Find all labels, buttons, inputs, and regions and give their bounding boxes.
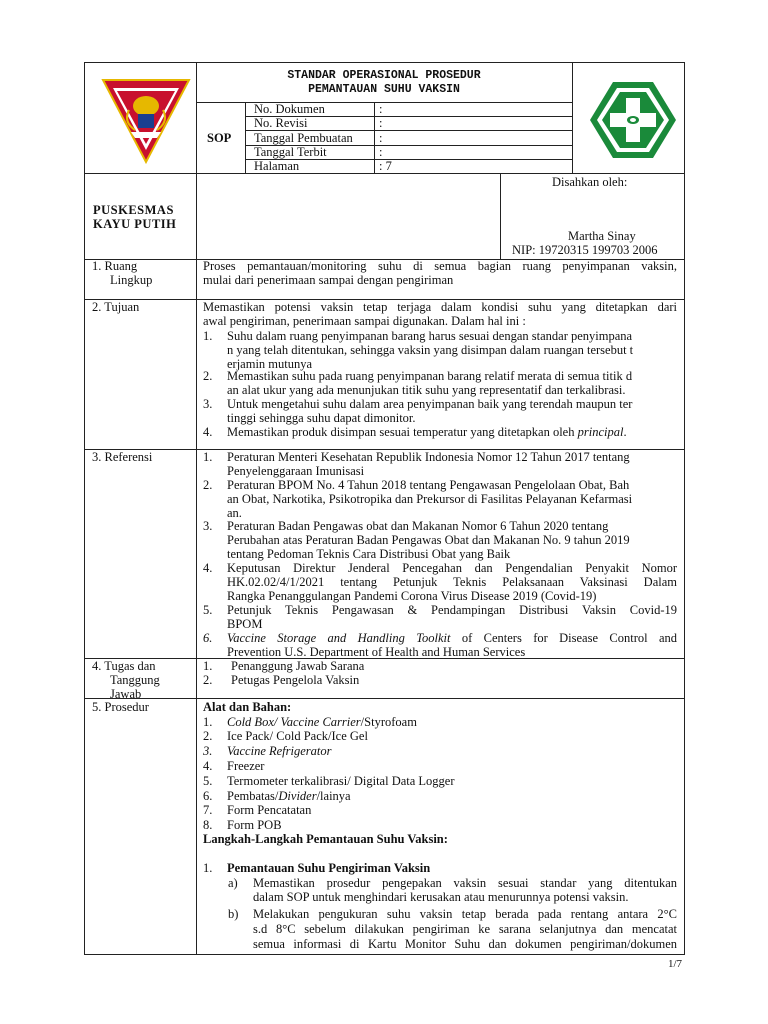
referensi-item-line: an. (227, 506, 242, 520)
list-number: 1. (203, 715, 213, 729)
sub-step-line: s.d 8°C sebelum dilakukan pengiriman ke sarana selanjutnya dan mencatat (253, 922, 677, 936)
referensi-item-6: Vaccine Storage and Handling Toolkit of Centers for Disease Control and (227, 631, 677, 645)
alat-item: Cold Box/ Vaccine Carrier/Styrofoam (227, 715, 417, 729)
referensi-item-line: Prevention U.S. Department of Health and Human Services (227, 645, 526, 659)
divider (84, 698, 685, 699)
puskesmas-logo (588, 80, 678, 160)
divider (196, 259, 197, 955)
meta-value-halaman: : 7 (379, 159, 392, 173)
tujuan-intro-line: awal pengiriman, penerimaan sampai digunakan. Dalam hal ini : (203, 314, 526, 328)
approver-name: Martha Sinay (568, 229, 636, 243)
list-number: 3. (203, 744, 213, 758)
tugas-item: Penanggung Jawab Sarana (231, 659, 365, 673)
divider (572, 62, 573, 173)
list-number: 5. (203, 603, 213, 617)
tujuan-item-line: erjamin mutunya (227, 357, 313, 371)
list-number: 7. (203, 803, 213, 817)
alat-item: Form POB (227, 818, 282, 832)
list-number: 2. (203, 729, 213, 743)
referensi-item-line: tentang Pedoman Teknis Cara Distribusi Obat yang Baik (227, 547, 511, 561)
list-number: 6. (203, 631, 213, 645)
sub-step-line: Melakukan pengukuran suhu vaksin tetap berada pada rentang antara 2°C (253, 907, 677, 921)
alat-item: Form Pencatatan (227, 803, 312, 817)
referensi-item-line: Rangka Penanggulangan Pandemi Corona Virus Disease 2019 (Covid-19) (227, 589, 597, 603)
section-label-ruang-2: Lingkup (110, 273, 153, 287)
referensi-item-line: HK.02.02/4/1/2021 tentang Petunjuk Teknis Pelaksanaan Vaksinasi Dalam (227, 575, 677, 589)
list-number: 5. (203, 774, 213, 788)
meta-value-terbit: : (379, 145, 383, 159)
alat-heading: Alat dan Bahan: (203, 700, 292, 714)
meta-value-dokumen: : (379, 102, 383, 116)
section-label-prosedur: 5. Prosedur (92, 700, 149, 714)
meta-value-revisi: : (379, 116, 383, 130)
list-number: 4. (203, 759, 213, 773)
referensi-item-line: Peraturan Menteri Kesehatan Republik Indonesia Nomor 12 Tahun 2017 tentang (227, 450, 630, 464)
list-number: 1. (203, 659, 213, 673)
approver-nip: NIP: 19720315 199703 2006 (512, 243, 658, 257)
org-name-line2: KAYU PUTIH (93, 217, 177, 231)
document-title: STANDAR OPERASIONAL PROSEDUR (287, 69, 481, 82)
referensi-item-line: Peraturan Badan Pengawas obat dan Makanan Nomor 6 Tahun 2020 tentang (227, 519, 609, 533)
meta-label-pembuatan: Tanggal Pembuatan (254, 131, 353, 145)
meta-label-revisi: No. Revisi (254, 116, 308, 130)
tujuan-item-line: n yang telah ditentukan, sehingga vaksin yang disimpan dalam ruangan tersebut t (227, 343, 634, 357)
section-label-ruang: 1. Ruang (92, 259, 138, 273)
divider (196, 173, 197, 259)
tujuan-item-line: an alat ukur yang ada menunjukan titik suhu yang representatif dan terkalibrasi. (227, 383, 626, 397)
divider (500, 173, 501, 259)
sub-step-line: dalam SOP untuk menghindari kerusakan atau menurunnya potensi vaksin. (253, 890, 629, 904)
tujuan-item-line: Suhu dalam ruang penyimpanan barang harus sesuai dengan standar penyimpana (227, 329, 633, 343)
tujuan-item-line: Memastikan suhu pada ruang penyimpanan barang relatif merata di semua titik d (227, 369, 633, 383)
alat-item: Ice Pack/ Cold Pack/Ice Gel (227, 729, 368, 743)
list-number: 3. (203, 519, 213, 533)
tujuan-item-4: Memastikan produk disimpan sesuai temperatur yang ditetapkan oleh principal. (227, 425, 627, 439)
referensi-item-line: Peraturan BPOM No. 4 Tahun 2018 tentang Pengawasan Pengelolaan Obat, Bah (227, 478, 630, 492)
list-number: 1. (203, 329, 213, 343)
tujuan-intro-line: Memastikan potensi vaksin tetap terjaga dalam kondisi suhu yang ditetapkan dari (203, 300, 677, 314)
list-number: 2. (203, 478, 213, 492)
alat-item: Freezer (227, 759, 265, 773)
divider (374, 102, 375, 173)
tujuan-item-line: tinggi sehingga suhu dapat dimonitor. (227, 411, 416, 425)
sub-step-line: semua informasi di Kartu Monitor Suhu dan dokumen pengiriman/dokumen (253, 937, 677, 951)
meta-label-dokumen: No. Dokumen (254, 102, 325, 116)
meta-label-halaman: Halaman (254, 159, 300, 173)
document-frame (84, 62, 685, 955)
meta-label-terbit: Tanggal Terbit (254, 145, 327, 159)
langkah-heading: Langkah-Langkah Pemantauan Suhu Vaksin: (203, 832, 448, 846)
sub-step-line: Memastikan prosedur pengepakan vaksin sesuai standar yang ditentukan (253, 876, 677, 890)
list-number: 1. (203, 450, 213, 464)
divider (196, 102, 572, 103)
ruang-text-line: mulai dari penerimaan sampai dengan pengiriman (203, 273, 454, 287)
list-number: 2. (203, 369, 213, 383)
approved-label: Disahkan oleh: (552, 175, 628, 189)
list-number: 1. (203, 861, 213, 875)
section-label-tujuan: 2. Tujuan (92, 300, 140, 314)
section-label-tugas: 4. Tugas dan (92, 659, 156, 673)
referensi-item-line: an Obat, Narkotika, Psikotropika dan Prekursor di Fasilitas Pelayanan Kefarmasi (227, 492, 633, 506)
referensi-item-line: Petunjuk Teknis Pengawasan & Pendampingan Distribusi Vaksin Covid-19 (227, 603, 677, 617)
regency-emblem-logo (101, 74, 191, 166)
document-subtitle: PEMANTAUAN SUHU VAKSIN (308, 83, 460, 96)
tugas-item: Petugas Pengelola Vaksin (231, 673, 360, 687)
org-name-line1: PUSKESMAS (93, 203, 174, 217)
referensi-item-line: BPOM (227, 617, 263, 631)
ruang-text-line: Proses pemantauan/monitoring suhu di semua bagian ruang penyimpanan vaksin, (203, 259, 677, 273)
sop-label: SOP (207, 131, 232, 145)
list-number: 4. (203, 561, 213, 575)
alat-item: Termometer terkalibrasi/ Digital Data Logger (227, 774, 455, 788)
alat-item: Pembatas/Divider/lainya (227, 789, 351, 803)
list-letter: b) (228, 907, 239, 921)
referensi-item-line: Keputusan Direktur Jenderal Pencegahan dan Pengendalian Penyakit Nomor (227, 561, 677, 575)
list-number: 8. (203, 818, 213, 832)
referensi-item-line: Penyelenggaraan Imunisasi (227, 464, 365, 478)
section-label-tugas-3: Jawab (110, 687, 142, 701)
referensi-item-line: Perubahan atas Peraturan Badan Pengawas Obat dan Makanan No. 9 tahun 2019 (227, 533, 630, 547)
alat-item: Vaccine Refrigerator (227, 744, 332, 758)
list-number: 2. (203, 673, 213, 687)
meta-value-pembuatan: : (379, 131, 383, 145)
section-label-referensi: 3. Referensi (92, 450, 153, 464)
section-label-tugas-2: Tanggung (110, 673, 160, 687)
divider (245, 102, 246, 173)
step-title: Pemantauan Suhu Pengiriman Vaksin (227, 861, 431, 875)
list-number: 3. (203, 397, 213, 411)
list-number: 6. (203, 789, 213, 803)
list-letter: a) (228, 876, 238, 890)
page-number: 1/7 (668, 958, 683, 970)
tujuan-item-line: Untuk mengetahui suhu dalam area penyimpanan baik yang terendah maupun ter (227, 397, 633, 411)
list-number: 4. (203, 425, 213, 439)
